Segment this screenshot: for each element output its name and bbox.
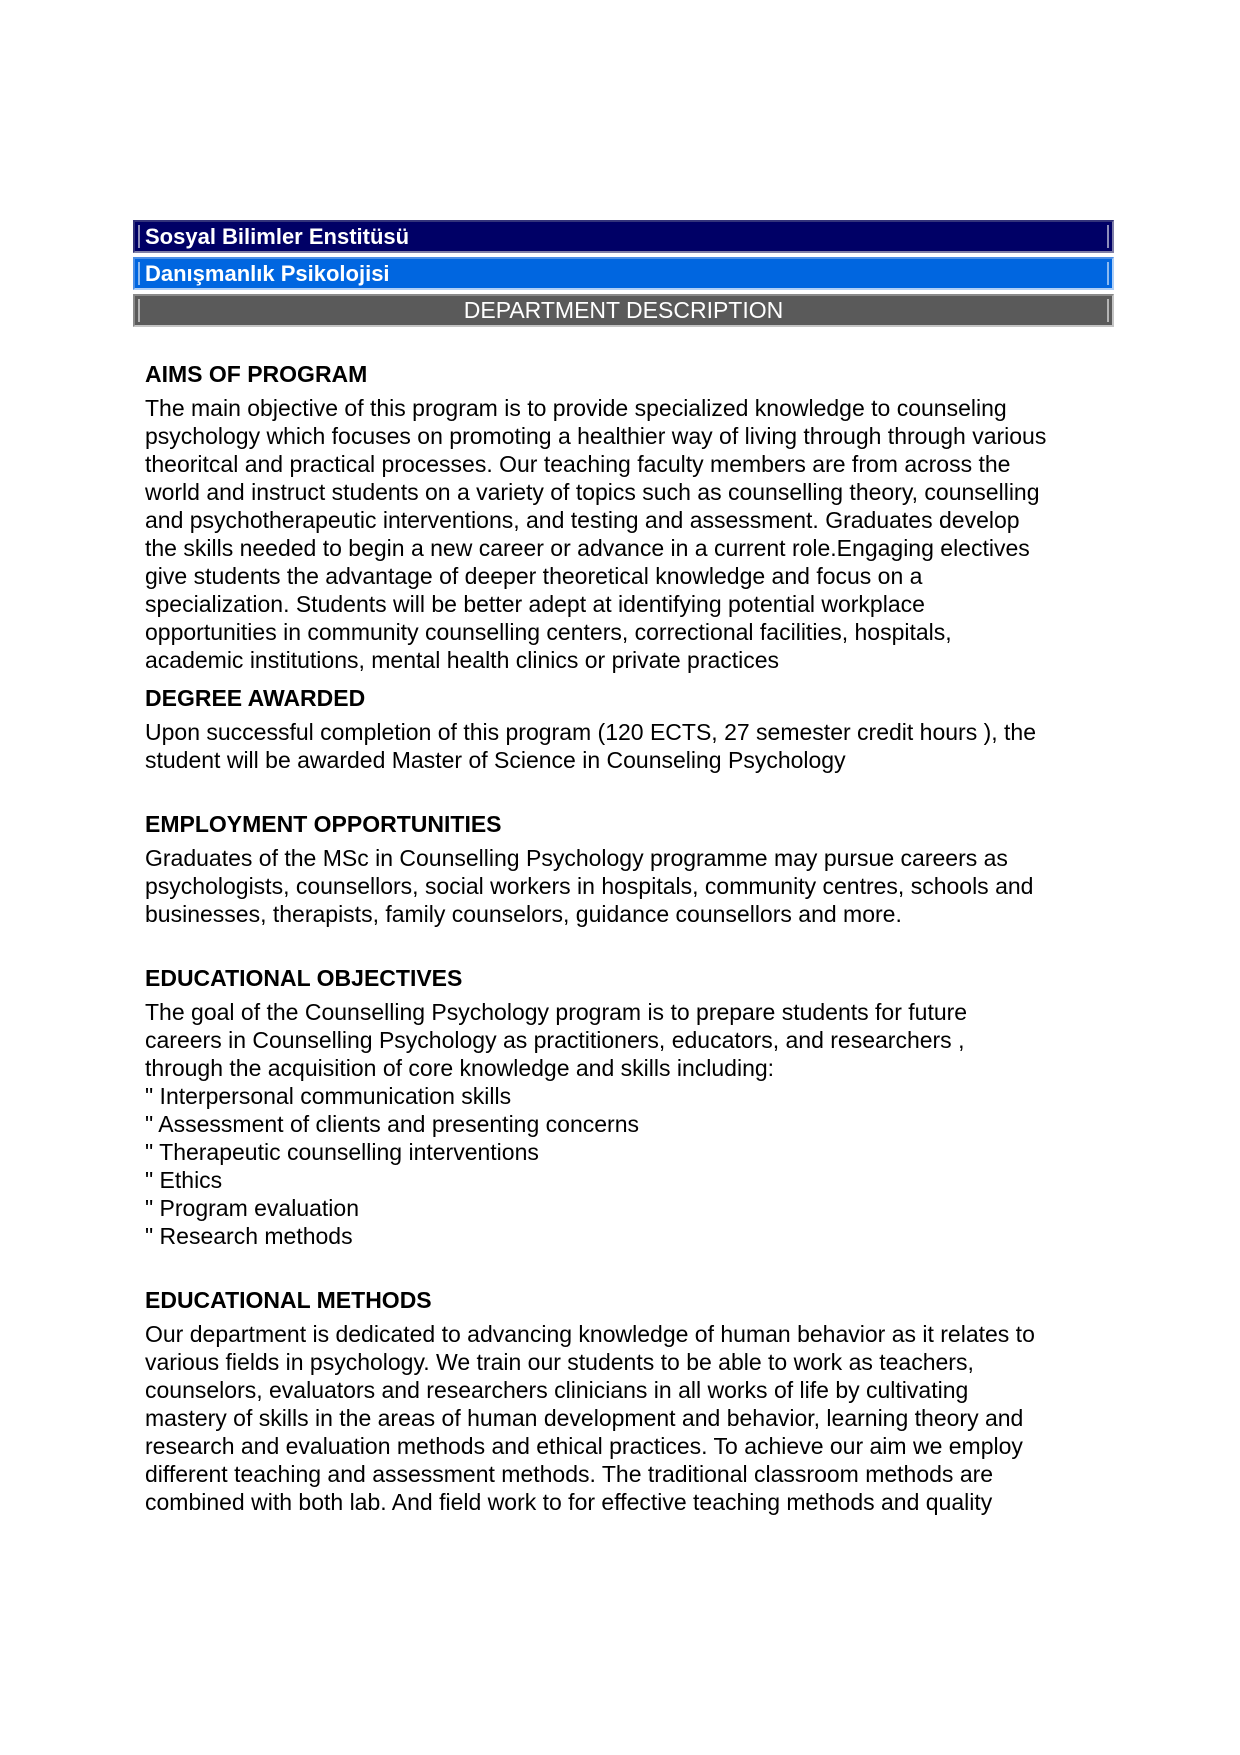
employment-section xyxy=(145,810,1120,928)
degree-text: Upon successful completion of this program (120 ECTS, 27 semester credit hours ), the student will be awarded Master of Science in Counseling Psychology xyxy=(145,719,1037,773)
employment-text: Graduates of the MSc in Counselling Psychology programme may pursue careers as psychologists, counsellors, social workers in hospitals, community centres, schools and businesses, therapists, family counselors, guidance counsellors and more. xyxy=(145,845,1034,927)
objectives-section xyxy=(145,964,1120,1250)
list-item: " Therapeutic counselling interventions xyxy=(145,1139,539,1165)
program-bar xyxy=(133,257,1114,290)
program-title: Danışmanlık Psikolojisi xyxy=(145,260,390,286)
aims-text: The main objective of this program is to provide specialized knowledge to counseling psychology which focuses on promoting a healthier way of living through through various theoritcal and practical processes. Our teaching faculty members are from across the world and instruct students on a variety of topics such as counselling theory, counselling and psychotherapeutic interventions, and testing and assessment. Graduates develop the skills needed to begin a new career or advance in a current role.Engaging electives give students the advantage of deeper theoretical knowledge and focus on a specialization. Students will be better adept at identifying potential workplace opportunities in community counselling centers, correctional facilities, hospitals, academic institutions, mental health clinics or private practices xyxy=(145,395,1047,673)
list-item: " Assessment of clients and presenting concerns xyxy=(145,1111,639,1137)
methods-section xyxy=(145,1286,1120,1516)
list-item: " Research methods xyxy=(145,1223,353,1249)
document-body xyxy=(145,360,1120,1516)
methods-heading: EDUCATIONAL METHODS xyxy=(145,1287,432,1313)
degree-section xyxy=(145,684,1120,774)
section-title: DEPARTMENT DESCRIPTION xyxy=(463,297,784,323)
institute-title: Sosyal Bilimler Enstitüsü xyxy=(145,223,410,249)
list-item: " Ethics xyxy=(145,1167,223,1193)
list-item: " Interpersonal communication skills xyxy=(145,1083,512,1109)
section-bar xyxy=(133,294,1114,327)
objectives-heading: EDUCATIONAL OBJECTIVES xyxy=(145,965,463,991)
list-item: " Program evaluation xyxy=(145,1195,359,1221)
employment-heading: EMPLOYMENT OPPORTUNITIES xyxy=(145,811,502,837)
institute-bar xyxy=(133,220,1114,253)
header-block xyxy=(133,218,1114,327)
objectives-list xyxy=(145,1082,1120,1250)
aims-heading: AIMS OF PROGRAM xyxy=(145,361,368,387)
degree-heading: DEGREE AWARDED xyxy=(145,685,366,711)
methods-text: Our department is dedicated to advancing knowledge of human behavior as it relates to various fields in psychology. We train our students to be able to work as teachers, counselors, evaluators and researchers clinicians in all works of life by cultivating mastery of skills in the areas of human development and behavior, learning theory and research and evaluation methods and ethical practices. To achieve our aim we employ different teaching and assessment methods. The traditional classroom methods are combined with both lab. And field work to for effective teaching methods and quality xyxy=(145,1321,1035,1515)
aims-section xyxy=(145,360,1120,674)
objectives-text: The goal of the Counselling Psychology program is to prepare students for future careers in Counselling Psychology as practitioners, educators, and researchers , through the acquisition of core knowledge and skills including: xyxy=(145,999,968,1081)
